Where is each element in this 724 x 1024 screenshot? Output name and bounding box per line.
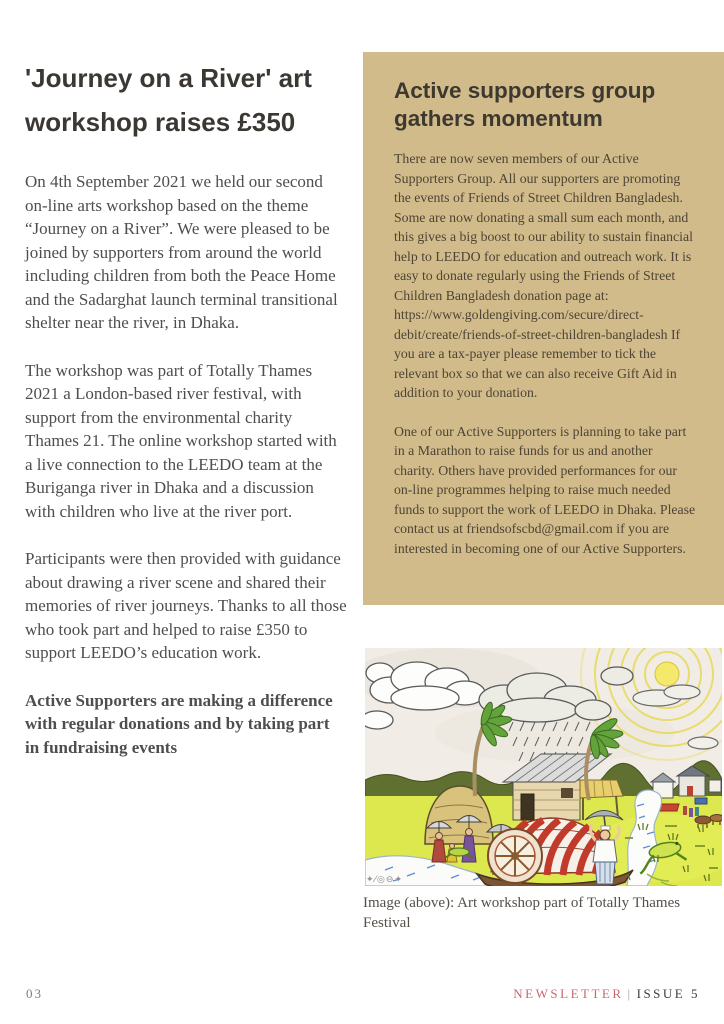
river-scene-drawing [365,648,722,886]
footer-separator: | [627,986,633,1001]
article-title-line-2: workshop raises £350 [25,107,296,137]
supporters-box [363,52,724,605]
page-number: 03 [26,986,43,1001]
supporters-box-title [394,77,696,133]
newsletter-label: NEWSLETTER [513,986,624,1001]
article-paragraph: On 4th September 2021 we held our second on-line arts workshop based on the theme “Journey on a River”. We were pleased to be joined by supporters from around the world including children from both the Peace Home and the Sadarghat launch terminal transitional shelter near the river, in Dhaka. [25,172,338,332]
image-caption: Image (above): Art workshop part of Totally Thames Festival [363,895,681,931]
drawing-tool-icons: ✦⁄◎⊖✦ [366,875,403,885]
article-title-line-1: 'Journey on a River' art [25,63,312,93]
issue-label: ISSUE 5 [636,986,700,1001]
supporters-box-title-line-2: gathers momentum [394,106,603,131]
article-title [25,56,347,144]
left-article [25,56,347,783]
article-paragraph: Participants were then provided with guidance about drawing a river scene and shared their memories of river journeys. Thanks to all those who took part and helped to raise £350 to support LEEDO’s education work. [25,549,347,662]
supporters-box-title-line-1: Active supporters group [394,78,656,103]
art-workshop-illustration [365,648,722,886]
article-paragraph: The workshop was part of Totally Thames 2021 a London-based river festival, with support from the environmental charity Thames 21. The online workshop started with a live connection to the LEEDO team at the Buriganga river in Dhaka and a discussion with children who live at the river port. [25,360,337,521]
article-bold-note: Active Supporters are making a difference with regular donations and by taking part in fundraising events [25,690,333,757]
footer [513,986,700,1002]
supporters-box-paragraph: One of our Active Supporters is planning to take part in a Marathon to raise funds for us and another charity. Others have provided performances for our on-line programmes helping to raise much needed funds to support the work of LEEDO in Dhaka. Please contact us at friendsofscbd@gmail.com if you are interested in becoming one of our Active Supporters. [394,423,696,556]
supporters-box-paragraph: There are now seven members of our Active Supporters Group. All our supporters are promoting the events of Friends of Street Children Bangladesh. Some are now donating a small sum each month, and this gives a big boost to our ability to sustain financial help to LEEDO for education and outreach work. It is easy to donate regularly using the Friends of Street Children Bangladesh donation page at: https://www.goldengiving.com/secure/direct-debit/create/friends-of-street-children-bangladesh If you are a tax-payer please remember to tick the relevant box so that we can also receive Gift Aid in addition to your donation. [394,151,693,400]
